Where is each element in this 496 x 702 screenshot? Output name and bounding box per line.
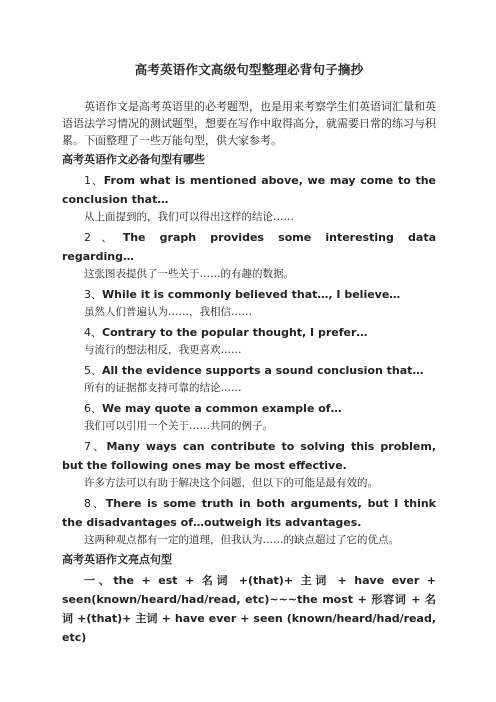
sentence-english — [62, 399, 436, 418]
sentence-number: 2、 — [84, 231, 123, 244]
sentence-translation: 从上面提到的，我们可以得出这样的结论…… — [84, 211, 294, 223]
section-heading-highlight-patterns: 高考英语作文亮点句型 — [62, 553, 172, 566]
intro-paragraph: 英语作文是高考英语里的必考题型，也是用来考察学生们英语词汇量和英语语法学习情况的测试题型，想要在写作中取得高分，就需要日常的练习与积累。下面整理了一些万能句型，供大家参考。 — [62, 100, 436, 147]
sentence-english — [62, 323, 436, 342]
sentence-translation: 与流行的想法相反，我更喜欢…… — [84, 344, 242, 356]
sentence-english — [62, 285, 436, 304]
sentence-number: 1、 — [84, 174, 104, 187]
sentence-english — [62, 361, 436, 380]
sentence-item — [62, 171, 436, 226]
sentence-english-text: While it is commonly believed that…, I believe… — [102, 288, 401, 301]
sentence-english — [62, 228, 436, 266]
sentence-english-text: All the evidence supports a sound conclusion that… — [102, 364, 424, 377]
sentence-item — [62, 361, 436, 397]
sentence-item — [62, 228, 436, 283]
sentence-number: 6、 — [84, 402, 102, 415]
sentence-english-text: We may quote a common example of… — [102, 402, 342, 415]
sentence-translation: 所有的证据都支持可靠的结论…… — [84, 382, 242, 394]
sentence-translation: 这两种观点都有一定的道理，但我认为……的缺点超过了它的优点。 — [84, 534, 399, 546]
sentence-english-text: From what is mentioned above, we may come to the conclusion that… — [62, 174, 437, 206]
sentence-translation: 我们可以引用一个关于……共同的例子。 — [84, 420, 273, 432]
sentence-english — [62, 494, 436, 532]
sentence-translation: 虽然人们普遍认为……，我相信…… — [84, 306, 252, 318]
sentence-english-text: There is some truth in both arguments, but I think the disadvantages of…outweigh its advantages. — [62, 497, 436, 529]
sentence-item — [62, 285, 436, 321]
sentence-number: 8、 — [84, 497, 106, 510]
sentence-english-text: Many ways can contribute to solving this problem, but the following ones may be most effective. — [62, 440, 436, 472]
sentence-number: 7、 — [84, 440, 107, 453]
sentence-translation: 许多方法可以有助于解决这个问题，但以下的可能是最有效的。 — [84, 477, 378, 489]
sentence-english — [62, 437, 436, 475]
sentence-number: 3、 — [84, 288, 102, 301]
sentence-number: 4、 — [84, 326, 102, 339]
sentence-item — [62, 437, 436, 492]
section-heading-common-patterns: 高考英语作文必备句型有哪些 — [62, 153, 205, 166]
sentence-item — [62, 494, 436, 549]
sentence-translation: 这张图表提供了一些关于……的有趣的数据。 — [84, 268, 294, 280]
sentence-english-text: Contrary to the popular thought, I prefer… — [102, 326, 368, 339]
sentence-item — [62, 399, 436, 435]
sentence-english — [62, 171, 436, 209]
sentence-number: 5、 — [84, 364, 102, 377]
sentence-english-text: The graph provides some interesting data regarding… — [62, 231, 436, 263]
highlight-pattern: 一、the + est + 名词 +(that)+ 主词 + have ever + seen(known/heard/had/read, etc)~~~the most + 形容词 + 名词 +(that)+ 主词 + have ever + seen (known/heard/had/read, etc) — [62, 574, 436, 644]
page-title: 高考英语作文高级句型整理必背句子摘抄 — [134, 62, 364, 77]
sentence-item — [62, 323, 436, 359]
